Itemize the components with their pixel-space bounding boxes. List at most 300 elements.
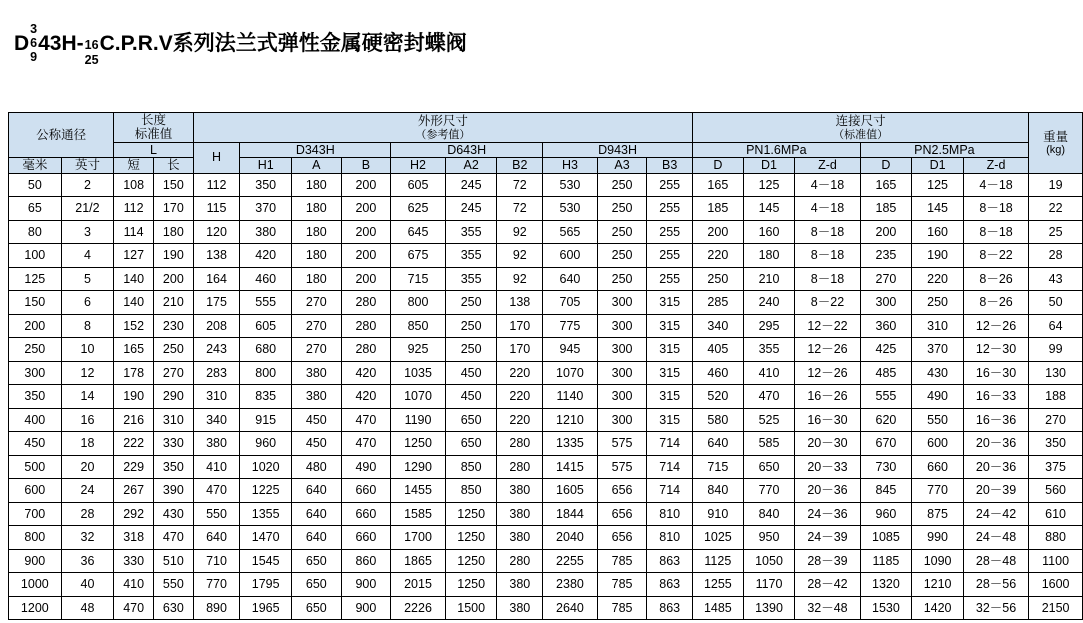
cell-b: 660 — [341, 526, 391, 550]
cell-b2: 380 — [497, 526, 543, 550]
cell-h: 470 — [193, 479, 240, 503]
cell-b: 200 — [341, 267, 391, 291]
cell-h2: 1035 — [391, 361, 446, 385]
cell-b: 200 — [341, 244, 391, 268]
cell-a: 270 — [292, 314, 342, 338]
header-outline-title: 外形尺寸 — [417, 114, 468, 129]
cell-weight: 1100 — [1029, 549, 1083, 573]
cell-pn16-zd: 12－22 — [795, 314, 860, 338]
cell-h: 112 — [193, 173, 240, 197]
cell-a3: 300 — [597, 385, 647, 409]
cell-a3: 300 — [597, 361, 647, 385]
cell-a3: 785 — [597, 549, 647, 573]
cell-h3: 1335 — [543, 432, 598, 456]
cell-h2: 715 — [391, 267, 446, 291]
title-suffix: C.P.R.V系列法兰式弹性金属硬密封蝶阀 — [99, 32, 467, 56]
cell-pn25-zd: 8－26 — [963, 267, 1028, 291]
cell-a2: 450 — [445, 361, 497, 385]
cell-h2: 800 — [391, 291, 446, 315]
table-row — [9, 596, 1083, 620]
cell-nominal-inch: 5 — [61, 267, 114, 291]
header-nominal-inch: 英寸 — [61, 158, 114, 173]
cell-length-short: 108 — [114, 173, 154, 197]
cell-nominal-mm: 50 — [9, 173, 62, 197]
cell-pn25-d1: 875 — [912, 502, 964, 526]
cell-length-short: 222 — [114, 432, 154, 456]
cell-a2: 1250 — [445, 526, 497, 550]
header-d643h: D643H — [391, 142, 543, 157]
header-nominal-diameter: 公称通径 — [9, 113, 114, 158]
cell-b2: 72 — [497, 173, 543, 197]
cell-h1: 1355 — [240, 502, 292, 526]
cell-pn25-d1: 490 — [912, 385, 964, 409]
header-h1: H1 — [240, 158, 292, 173]
cell-length-long: 190 — [153, 244, 193, 268]
cell-pn25-d1: 145 — [912, 197, 964, 221]
cell-pn16-zd: 28－42 — [795, 573, 860, 597]
cell-a: 180 — [292, 197, 342, 221]
cell-h: 640 — [193, 526, 240, 550]
cell-nominal-inch: 36 — [61, 549, 114, 573]
cell-h1: 1545 — [240, 549, 292, 573]
title-pressure-bottom: 25 — [84, 52, 99, 67]
table-row — [9, 526, 1083, 550]
cell-h: 243 — [193, 338, 240, 362]
cell-length-long: 200 — [153, 267, 193, 291]
cell-h2: 1585 — [391, 502, 446, 526]
cell-length-long: 430 — [153, 502, 193, 526]
cell-b3: 714 — [647, 479, 693, 503]
cell-pn25-d: 1185 — [860, 549, 912, 573]
cell-length-short: 114 — [114, 220, 154, 244]
cell-a2: 1250 — [445, 502, 497, 526]
cell-pn25-zd: 8－22 — [963, 244, 1028, 268]
table-row — [9, 502, 1083, 526]
cell-a: 180 — [292, 173, 342, 197]
cell-pn16-d1: 525 — [743, 408, 795, 432]
cell-nominal-mm: 800 — [9, 526, 62, 550]
cell-nominal-inch: 21/2 — [61, 197, 114, 221]
cell-a: 640 — [292, 502, 342, 526]
cell-b2: 170 — [497, 314, 543, 338]
cell-pn16-d: 340 — [693, 314, 744, 338]
cell-h: 283 — [193, 361, 240, 385]
cell-nominal-mm: 500 — [9, 455, 62, 479]
cell-pn16-d: 165 — [693, 173, 744, 197]
header-outline-note: （参考值） — [415, 128, 471, 141]
cell-a3: 250 — [597, 244, 647, 268]
cell-pn25-zd: 16－33 — [963, 385, 1028, 409]
cell-pn25-d1: 125 — [912, 173, 964, 197]
cell-h1: 835 — [240, 385, 292, 409]
header-outline-dims — [193, 113, 692, 143]
cell-h1: 420 — [240, 244, 292, 268]
cell-b3: 810 — [647, 526, 693, 550]
cell-nominal-mm: 600 — [9, 479, 62, 503]
title-prefix-stack-3: 9 — [30, 49, 38, 64]
cell-length-short: 178 — [114, 361, 154, 385]
cell-length-long: 470 — [153, 526, 193, 550]
cell-h2: 675 — [391, 244, 446, 268]
cell-a2: 245 — [445, 173, 497, 197]
cell-b: 860 — [341, 549, 391, 573]
cell-a: 650 — [292, 596, 342, 620]
cell-nominal-mm: 350 — [9, 385, 62, 409]
cell-weight: 880 — [1029, 526, 1083, 550]
cell-a: 380 — [292, 361, 342, 385]
header-pn25-d1: D1 — [912, 158, 964, 173]
cell-b: 660 — [341, 502, 391, 526]
cell-pn16-d: 1125 — [693, 549, 744, 573]
table-row — [9, 455, 1083, 479]
cell-h1: 1470 — [240, 526, 292, 550]
cell-a2: 850 — [445, 479, 497, 503]
cell-pn16-d1: 470 — [743, 385, 795, 409]
cell-b: 200 — [341, 220, 391, 244]
cell-h3: 565 — [543, 220, 598, 244]
header-pn25-d: D — [860, 158, 912, 173]
cell-b: 280 — [341, 291, 391, 315]
cell-b3: 714 — [647, 455, 693, 479]
cell-h: 164 — [193, 267, 240, 291]
cell-b3: 315 — [647, 408, 693, 432]
cell-pn16-d: 840 — [693, 479, 744, 503]
cell-pn16-d1: 180 — [743, 244, 795, 268]
cell-b3: 863 — [647, 573, 693, 597]
cell-pn16-d: 200 — [693, 220, 744, 244]
cell-h3: 2040 — [543, 526, 598, 550]
cell-pn16-zd: 16－30 — [795, 408, 860, 432]
cell-pn25-d: 185 — [860, 197, 912, 221]
cell-nominal-mm: 150 — [9, 291, 62, 315]
cell-a2: 450 — [445, 385, 497, 409]
cell-a: 180 — [292, 244, 342, 268]
cell-length-short: 470 — [114, 596, 154, 620]
cell-h3: 530 — [543, 173, 598, 197]
cell-a3: 656 — [597, 502, 647, 526]
cell-a3: 575 — [597, 455, 647, 479]
title-series: 43H- — [38, 32, 84, 56]
cell-a2: 650 — [445, 408, 497, 432]
cell-weight: 2150 — [1029, 596, 1083, 620]
cell-pn25-zd: 28－56 — [963, 573, 1028, 597]
table-row — [9, 549, 1083, 573]
cell-pn25-d1: 550 — [912, 408, 964, 432]
header-length-standard — [114, 113, 193, 143]
cell-pn25-zd: 20－39 — [963, 479, 1028, 503]
cell-b: 900 — [341, 573, 391, 597]
spec-table-wrapper — [8, 112, 1083, 620]
cell-length-short: 410 — [114, 573, 154, 597]
cell-pn16-d1: 355 — [743, 338, 795, 362]
cell-b: 660 — [341, 479, 391, 503]
cell-length-short: 140 — [114, 291, 154, 315]
header-pn16-d1: D1 — [743, 158, 795, 173]
cell-nominal-mm: 300 — [9, 361, 62, 385]
cell-b: 490 — [341, 455, 391, 479]
cell-pn25-zd: 8－18 — [963, 197, 1028, 221]
cell-weight: 43 — [1029, 267, 1083, 291]
header-a: A — [292, 158, 342, 173]
cell-nominal-mm: 1000 — [9, 573, 62, 597]
cell-weight: 560 — [1029, 479, 1083, 503]
cell-pn25-d1: 770 — [912, 479, 964, 503]
cell-pn25-d1: 250 — [912, 291, 964, 315]
cell-pn16-d: 580 — [693, 408, 744, 432]
cell-h3: 945 — [543, 338, 598, 362]
header-length-symbol: L — [114, 142, 193, 157]
cell-pn16-d: 220 — [693, 244, 744, 268]
cell-length-long: 510 — [153, 549, 193, 573]
cell-h1: 680 — [240, 338, 292, 362]
header-pn25-zd: Z-d — [963, 158, 1028, 173]
cell-pn25-d: 730 — [860, 455, 912, 479]
header-h: H — [193, 142, 240, 173]
cell-pn25-d1: 600 — [912, 432, 964, 456]
table-row — [9, 361, 1083, 385]
cell-h1: 960 — [240, 432, 292, 456]
cell-pn25-zd: 4－18 — [963, 173, 1028, 197]
table-row — [9, 244, 1083, 268]
cell-pn16-zd: 4－18 — [795, 197, 860, 221]
cell-pn25-zd: 20－36 — [963, 432, 1028, 456]
cell-a3: 250 — [597, 197, 647, 221]
header-nominal-mm: 毫米 — [9, 158, 62, 173]
cell-h2: 1250 — [391, 432, 446, 456]
cell-pn25-d1: 1420 — [912, 596, 964, 620]
cell-h1: 350 — [240, 173, 292, 197]
cell-b2: 220 — [497, 361, 543, 385]
cell-h1: 1795 — [240, 573, 292, 597]
cell-pn25-d: 200 — [860, 220, 912, 244]
cell-pn16-d1: 295 — [743, 314, 795, 338]
cell-weight: 19 — [1029, 173, 1083, 197]
cell-pn16-zd: 24－39 — [795, 526, 860, 550]
spec-table — [8, 112, 1083, 620]
cell-a2: 250 — [445, 338, 497, 362]
cell-h2: 1190 — [391, 408, 446, 432]
cell-b3: 714 — [647, 432, 693, 456]
cell-a3: 250 — [597, 173, 647, 197]
cell-h2: 625 — [391, 197, 446, 221]
cell-pn25-d: 845 — [860, 479, 912, 503]
cell-a2: 850 — [445, 455, 497, 479]
cell-pn16-zd: 12－26 — [795, 338, 860, 362]
cell-length-long: 180 — [153, 220, 193, 244]
cell-b: 420 — [341, 361, 391, 385]
header-pn16-d: D — [693, 158, 744, 173]
cell-length-long: 330 — [153, 432, 193, 456]
cell-b: 280 — [341, 314, 391, 338]
cell-length-long: 390 — [153, 479, 193, 503]
cell-h3: 775 — [543, 314, 598, 338]
cell-a: 650 — [292, 549, 342, 573]
cell-a2: 250 — [445, 314, 497, 338]
page-title — [14, 6, 467, 68]
cell-h2: 605 — [391, 173, 446, 197]
cell-nominal-inch: 24 — [61, 479, 114, 503]
cell-h2: 1070 — [391, 385, 446, 409]
cell-weight: 375 — [1029, 455, 1083, 479]
cell-b: 900 — [341, 596, 391, 620]
cell-length-long: 250 — [153, 338, 193, 362]
cell-weight: 50 — [1029, 291, 1083, 315]
cell-nominal-mm: 900 — [9, 549, 62, 573]
cell-h3: 2640 — [543, 596, 598, 620]
cell-pn16-zd: 12－26 — [795, 361, 860, 385]
cell-h1: 915 — [240, 408, 292, 432]
cell-b3: 315 — [647, 291, 693, 315]
title-prefix-stack — [30, 22, 37, 64]
cell-pn25-d1: 1090 — [912, 549, 964, 573]
cell-pn25-zd: 16－36 — [963, 408, 1028, 432]
table-row — [9, 385, 1083, 409]
cell-h1: 370 — [240, 197, 292, 221]
header-d343h: D343H — [240, 142, 391, 157]
header-connect-note: （标准值） — [833, 128, 889, 141]
cell-pn16-d: 250 — [693, 267, 744, 291]
cell-a3: 300 — [597, 291, 647, 315]
header-h2: H2 — [391, 158, 446, 173]
cell-length-short: 190 — [114, 385, 154, 409]
cell-h3: 600 — [543, 244, 598, 268]
cell-pn25-d: 165 — [860, 173, 912, 197]
cell-a: 450 — [292, 408, 342, 432]
cell-b2: 220 — [497, 408, 543, 432]
cell-length-short: 112 — [114, 197, 154, 221]
header-weight-title: 重量 — [1043, 129, 1069, 144]
cell-pn16-d1: 950 — [743, 526, 795, 550]
cell-h3: 530 — [543, 197, 598, 221]
header-a2: A2 — [445, 158, 497, 173]
cell-h3: 2380 — [543, 573, 598, 597]
cell-nominal-inch: 20 — [61, 455, 114, 479]
cell-h3: 1844 — [543, 502, 598, 526]
cell-h: 710 — [193, 549, 240, 573]
cell-b3: 863 — [647, 596, 693, 620]
cell-h2: 2015 — [391, 573, 446, 597]
cell-h1: 605 — [240, 314, 292, 338]
cell-nominal-mm: 100 — [9, 244, 62, 268]
cell-a3: 300 — [597, 408, 647, 432]
cell-pn25-d: 555 — [860, 385, 912, 409]
cell-weight: 25 — [1029, 220, 1083, 244]
cell-a3: 785 — [597, 573, 647, 597]
cell-nominal-mm: 200 — [9, 314, 62, 338]
title-pressure-top: 16 — [84, 38, 99, 53]
header-pn25: PN2.5MPa — [860, 142, 1029, 157]
header-connect-title: 连接尺寸 — [835, 114, 886, 129]
cell-b3: 255 — [647, 197, 693, 221]
table-row — [9, 408, 1083, 432]
cell-length-short: 318 — [114, 526, 154, 550]
cell-pn16-zd: 8－18 — [795, 267, 860, 291]
cell-pn25-d: 1085 — [860, 526, 912, 550]
cell-pn16-d1: 840 — [743, 502, 795, 526]
header-a3: A3 — [597, 158, 647, 173]
cell-b: 470 — [341, 408, 391, 432]
cell-length-short: 267 — [114, 479, 154, 503]
cell-b3: 810 — [647, 502, 693, 526]
cell-pn16-zd: 4－18 — [795, 173, 860, 197]
cell-a3: 656 — [597, 479, 647, 503]
cell-a: 450 — [292, 432, 342, 456]
cell-pn16-d1: 240 — [743, 291, 795, 315]
cell-pn16-zd: 8－18 — [795, 244, 860, 268]
cell-h: 380 — [193, 432, 240, 456]
cell-nominal-mm: 450 — [9, 432, 62, 456]
cell-pn25-zd: 24－42 — [963, 502, 1028, 526]
cell-a2: 355 — [445, 244, 497, 268]
cell-b3: 255 — [647, 220, 693, 244]
cell-h3: 2255 — [543, 549, 598, 573]
cell-b2: 92 — [497, 267, 543, 291]
cell-a: 480 — [292, 455, 342, 479]
cell-nominal-inch: 4 — [61, 244, 114, 268]
cell-pn25-d1: 660 — [912, 455, 964, 479]
cell-b3: 255 — [647, 173, 693, 197]
cell-h1: 460 — [240, 267, 292, 291]
header-length-line1: 长度 — [140, 113, 166, 127]
cell-b: 470 — [341, 432, 391, 456]
header-length-long: 长 — [153, 158, 193, 173]
cell-pn16-d1: 125 — [743, 173, 795, 197]
cell-pn25-d: 235 — [860, 244, 912, 268]
cell-nominal-mm: 1200 — [9, 596, 62, 620]
cell-a2: 355 — [445, 220, 497, 244]
cell-nominal-inch: 18 — [61, 432, 114, 456]
cell-h1: 555 — [240, 291, 292, 315]
cell-pn16-d1: 210 — [743, 267, 795, 291]
cell-a2: 650 — [445, 432, 497, 456]
cell-a: 270 — [292, 291, 342, 315]
cell-nominal-inch: 40 — [61, 573, 114, 597]
cell-b3: 255 — [647, 267, 693, 291]
cell-pn25-d: 300 — [860, 291, 912, 315]
header-length-short: 短 — [114, 158, 154, 173]
cell-h: 120 — [193, 220, 240, 244]
header-pn16-zd: Z-d — [795, 158, 860, 173]
cell-pn25-d: 670 — [860, 432, 912, 456]
cell-length-short: 229 — [114, 455, 154, 479]
cell-pn16-d1: 1390 — [743, 596, 795, 620]
cell-h1: 1020 — [240, 455, 292, 479]
cell-nominal-inch: 3 — [61, 220, 114, 244]
cell-b2: 380 — [497, 479, 543, 503]
cell-h: 175 — [193, 291, 240, 315]
cell-pn16-d: 640 — [693, 432, 744, 456]
table-row — [9, 314, 1083, 338]
title-text — [14, 21, 467, 68]
cell-pn25-d: 1530 — [860, 596, 912, 620]
cell-a3: 300 — [597, 338, 647, 362]
cell-b2: 280 — [497, 455, 543, 479]
cell-pn25-d1: 310 — [912, 314, 964, 338]
title-prefix-stack-1: 3 — [30, 21, 38, 36]
cell-a2: 245 — [445, 197, 497, 221]
cell-nominal-mm: 700 — [9, 502, 62, 526]
cell-nominal-inch: 8 — [61, 314, 114, 338]
table-row — [9, 338, 1083, 362]
cell-b: 280 — [341, 338, 391, 362]
cell-pn16-zd: 20－33 — [795, 455, 860, 479]
cell-h: 890 — [193, 596, 240, 620]
cell-length-long: 150 — [153, 173, 193, 197]
cell-b2: 380 — [497, 596, 543, 620]
cell-weight: 188 — [1029, 385, 1083, 409]
cell-pn25-zd: 16－30 — [963, 361, 1028, 385]
cell-pn25-d1: 190 — [912, 244, 964, 268]
